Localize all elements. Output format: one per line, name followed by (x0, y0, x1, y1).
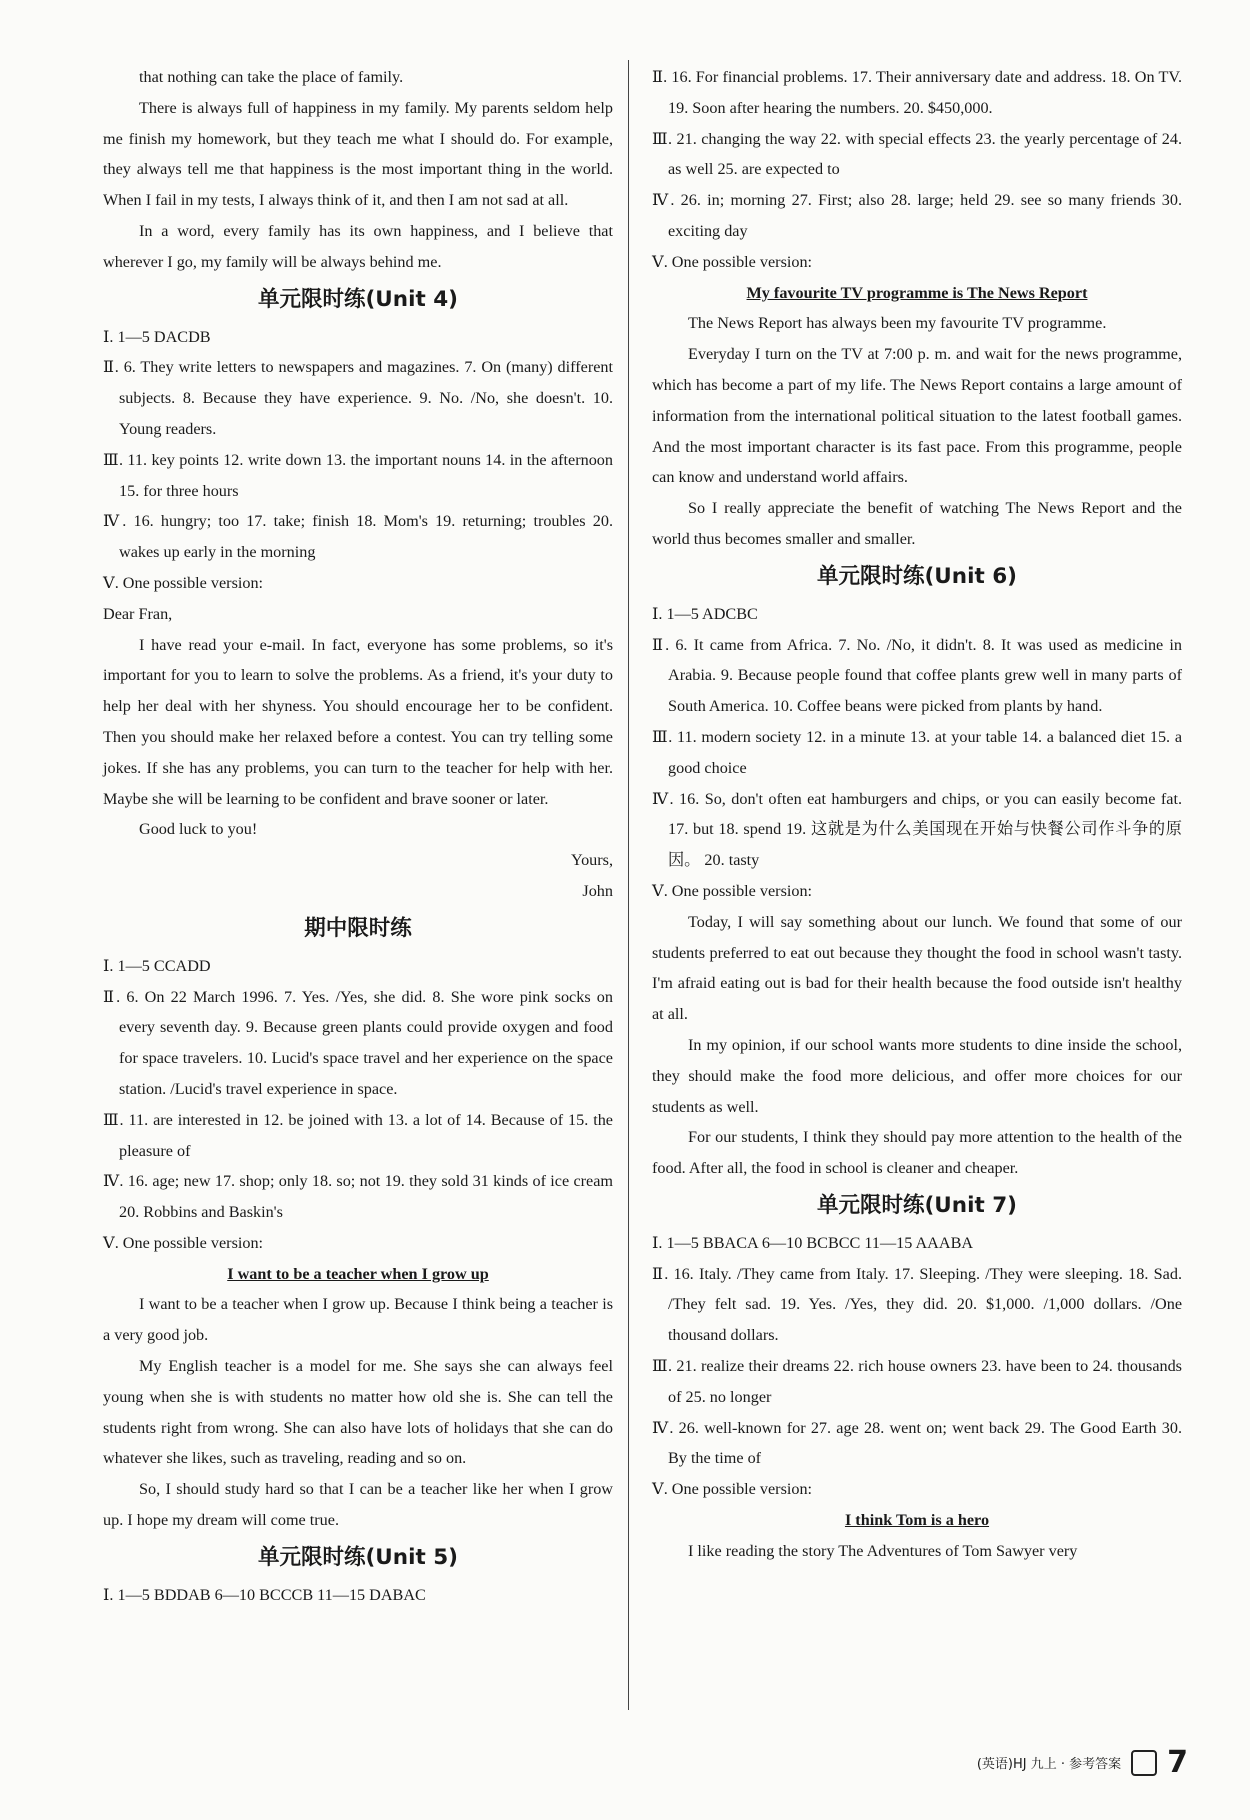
answer-line: Ⅰ. 1—5 BDDAB 6—10 BCCCB 11—15 DABAC (103, 1585, 426, 1604)
answer-line: Ⅳ. 16. age; new 17. shop; only 18. so; not 19. they sold 31 kinds of ice cream 20. Robbins and Baskin's (103, 1172, 613, 1222)
answer-line: Ⅱ. 16. Italy. /They came from Italy. 17. Sleeping. /They were sleeping. 18. Sad. /They felt sad. 19. Yes. /Yes, they did. 20. $1,000. /1,000 dollars. /One thousand dollars. (652, 1264, 1182, 1345)
answer-line: Ⅳ. 26. in; morning 27. First; also 28. large; held 29. see so many friends 30. exciting day (652, 191, 1182, 240)
paragraph: John (582, 881, 613, 900)
answer-line: Ⅰ. 1—5 DACDB (103, 327, 211, 346)
paragraph: So, I should study hard so that I can be a teacher like her when I grow up. I hope my dream will come true. (103, 1480, 613, 1530)
answer-line: Ⅱ. 16. For financial problems. 17. Their anniversary date and address. 18. On TV. 19. Soon after hearing the numbers. 20. $450,000. (652, 68, 1182, 117)
answer-line: Ⅳ. 16. hungry; too 17. take; finish 18. Mom's 19. returning; troubles 20. wakes up early in the morning (103, 512, 613, 562)
answer-line: Ⅴ. One possible version: (652, 881, 813, 900)
section-heading: 期中限时练 (304, 915, 412, 941)
answer-line: Ⅴ. One possible version: (103, 573, 264, 592)
footer-text: (英语)HJ 九上 · 参考答案 (976, 1757, 1122, 1772)
essay-title: My favourite TV programme is The News Report (746, 283, 1088, 302)
answer-line: Ⅳ. 16. So, don't often eat hamburgers and chips, or you can easily become fat. 17. but 18. spend 19. 这就是为什么美国现在开始与快餐公司作斗争的原因。 20. tasty (652, 789, 1182, 870)
paragraph: There is always full of happiness in my family. My parents seldom help me finish my homework, but they teach me what I should do. For example, they always tell me that happiness is the most important thing in the world. When I fail in my tests, I always think of it, and then I am not sad at all. (103, 98, 613, 210)
essay-title: I think Tom is a hero (844, 1511, 990, 1530)
paragraph: Everyday I turn on the TV at 7:00 p. m. and wait for the news programme, which has become a part of my life. The News Report contains a large amount of information from the international political situation to the latest football games. And the most important character is its fast pace. From this programme, people can know and understand world affairs. (652, 345, 1182, 487)
answer-line: Ⅳ. 26. well-known for 27. age 28. went on; went back 29. The Good Earth 30. By the time of (652, 1418, 1182, 1468)
answer-line: Ⅲ. 21. changing the way 22. with special effects 23. the yearly percentage of 24. as well 25. are expected to (652, 129, 1182, 179)
paragraph: For our students, I think they should pay more attention to the health of the food. After all, the food in school is cleaner and cheaper. (652, 1128, 1182, 1178)
paragraph: I want to be a teacher when I grow up. Because I think being a teacher is a very good job. (103, 1295, 613, 1345)
answer-line: Ⅱ. 6. On 22 March 1996. 7. Yes. /Yes, she did. 8. She wore pink socks on every seventh day. 9. Because green plants could provide oxygen and food for space travelers. 10. Lucid's space travel and her experience on the space station. /Lucid's travel experience in space. (103, 987, 613, 1098)
section-heading: 单元限时练(Unit 6) (816, 563, 1017, 589)
paragraph: In my opinion, if our school wants more students to dine inside the school, they should make the food more delicious, and offer more choices for our students as well. (652, 1035, 1182, 1116)
answer-line: Ⅴ. One possible version: (103, 1233, 264, 1252)
paragraph: Today, I will say something about our lunch. We found that some of our students preferred to eat out because they thought the food in school wasn't tasty. I'm afraid eating out is bad for their health because the food outside isn't healthy at all. (652, 912, 1182, 1024)
answer-line: Ⅰ. 1—5 ADCBC (652, 604, 758, 623)
paragraph: I like reading the story The Adventures of Tom Sawyer very (688, 1541, 1078, 1560)
section-heading: 单元限时练(Unit 4) (257, 286, 458, 312)
left-column (103, 62, 613, 1611)
answer-line: Ⅱ. 6. They write letters to newspapers and magazines. 7. On (many) different subjects. 8. Because they have experience. 9. No. /No, she doesn't. 10. Young readers. (103, 358, 613, 438)
paragraph: I have read your e-mail. In fact, everyone has some problems, so it's important for you to learn to solve the problems. As a friend, it's your duty to help her deal with her shyness. You should encourage her to be confident. Then you should make her relaxed before a contest. You can try telling some jokes. If she has any problems, you can turn to the teacher for help with her. Maybe she will be learning to be confident and brave sooner or later. (103, 635, 613, 808)
paragraph: My English teacher is a model for me. She says she can always feel young when she is with students no matter how old she is. She can tell the students right from wrong. She can also have lots of holidays that she can do whatever she likes, such as traveling, reading and so on. (103, 1357, 613, 1468)
section-heading: 单元限时练(Unit 7) (816, 1192, 1017, 1218)
page-number: 7 (1167, 1745, 1188, 1780)
paragraph: Yours, (571, 851, 613, 870)
answer-line: Ⅲ. 21. realize their dreams 22. rich house owners 23. have been to 24. thousands of 25. no longer (652, 1357, 1182, 1406)
answer-line: Ⅴ. One possible version: (652, 252, 813, 271)
paragraph: Good luck to you! (139, 820, 258, 839)
publisher-logo-icon (1131, 1750, 1157, 1776)
paragraph: The News Report has always been my favourite TV programme. (688, 314, 1107, 333)
paragraph: In a word, every family has its own happiness, and I believe that wherever I go, my family will be always behind me. (103, 221, 613, 271)
page-footer (977, 1745, 1188, 1780)
answer-line: Ⅲ. 11. are interested in 12. be joined with 13. a lot of 14. Because of 15. the pleasure of (103, 1110, 613, 1160)
answer-line: Ⅰ. 1—5 BBACA 6—10 BCBCC 11—15 AAABA (652, 1233, 974, 1252)
paragraph: Dear Fran, (103, 604, 173, 623)
right-column (652, 62, 1182, 1567)
essay-title: I want to be a teacher when I grow up (227, 1264, 489, 1283)
answer-line: Ⅴ. One possible version: (652, 1480, 813, 1499)
answer-line: Ⅲ. 11. modern society 12. in a minute 13. at your table 14. a balanced diet 15. a good choice (652, 727, 1182, 777)
paragraph: So I really appreciate the benefit of watching The News Report and the world thus becomes smaller and smaller. (652, 499, 1182, 548)
answer-line: Ⅰ. 1—5 CCADD (103, 956, 211, 975)
section-heading: 单元限时练(Unit 5) (257, 1544, 458, 1570)
answer-line: Ⅲ. 11. key points 12. write down 13. the important nouns 14. in the afternoon 15. for three hours (103, 450, 613, 500)
answer-line: Ⅱ. 6. It came from Africa. 7. No. /No, it didn't. 8. It was used as medicine in Arabia. 9. Because people found that coffee plants grew well in many parts of South America. 10. Coffee beans were picked from plants by hand. (652, 635, 1182, 716)
paragraph: that nothing can take the place of family. (139, 68, 404, 86)
column-divider (628, 60, 629, 1710)
